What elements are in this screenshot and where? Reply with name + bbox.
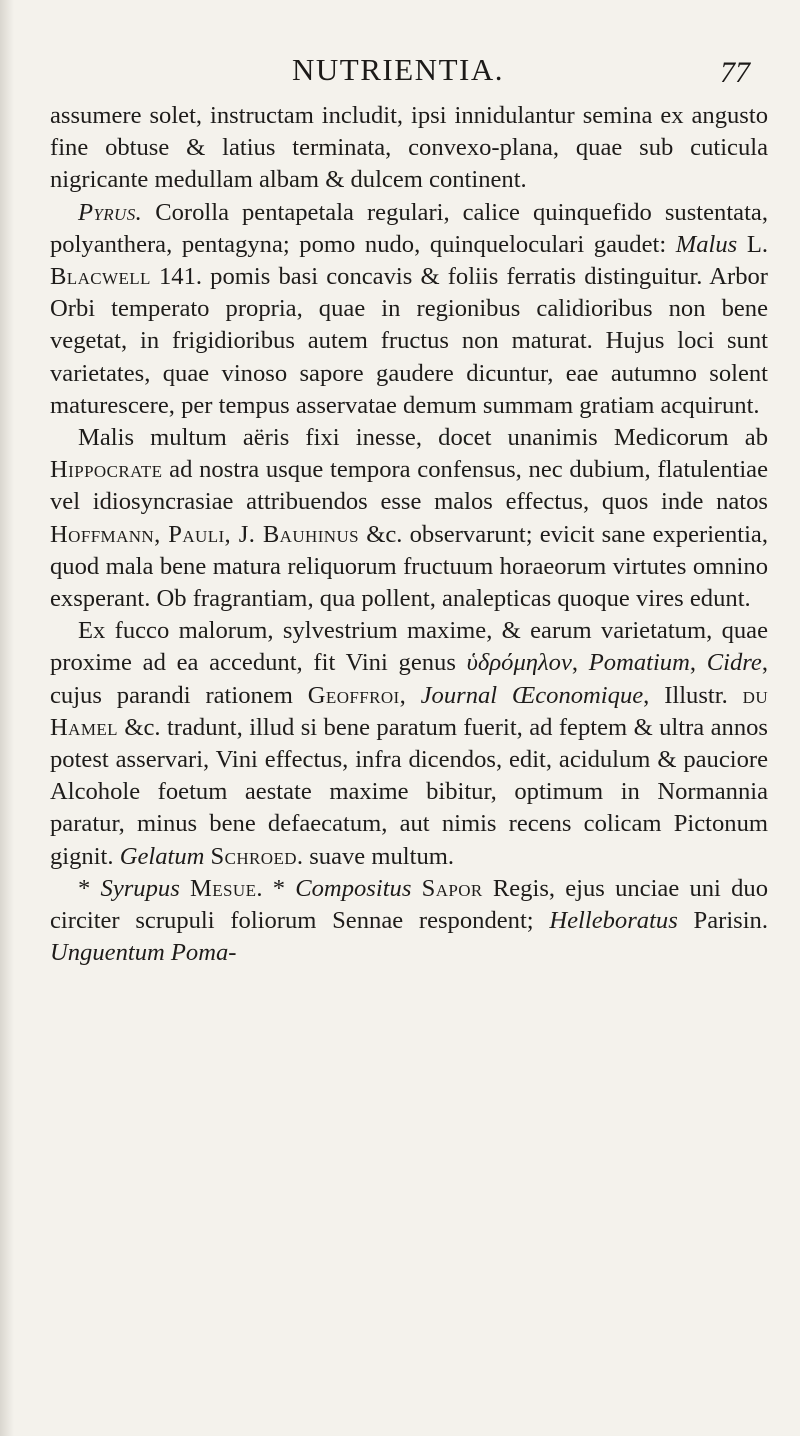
paragraph-2: Pyrus. Corolla pentapetala regulari, calice quinquefido sustentata, polyanthera, pentagyna; pomo nudo, quinqueloculari gaudet: Malus L. Blacwell 141. pomis basi concavis & foliis ferratis distinguitur. Arbor Orbi temperato propria, quae in regionibus calidioribus non bene vegetat, in frigidioribus autem fructus non maturat. Hujus loci sunt varietates, quae vinoso sapore gaudere dicuntur, eae autumno solent maturescere, per tempus asservatae demum summam gratiam acquirunt. [50, 198, 768, 419]
running-title: NUTRIENTIA. [292, 52, 504, 87]
paragraph-3: Malis multum aëris fixi inesse, docet unanimis Medicorum ab Hippocrate ad nostra usque tempora confensus, nec dubium, flatulentiae vel idiosyncrasiae attribuendos esse malos effectus, quos inde natos Hoffmann, Pauli, J. Bauhinus &c. observarunt; evicit sane experientia, quod mala bene matura reliquorum fructuum horaeorum virtutes omnino exsperant. Ob fragrantiam, qua pollent, analepticas quoque vires edunt. [50, 424, 768, 613]
running-head [0, 52, 800, 92]
paragraph-1: assumere solet, instructam includit, ipsi innidulantur semina ex angusto fine obtuse & latius terminata, convexo-plana, quae sub cuticula nigricante medullam albam & dulcem continent. [50, 102, 768, 194]
gutter-shadow [0, 0, 14, 1436]
page-number: 77 [720, 56, 750, 89]
body-text [50, 100, 768, 969]
paragraph-4: Ex fucco malorum, sylvestrium maxime, & earum varietatum, quae proxime ad ea accedunt, fit Vini genus ὑδρόμηλον, Pomatium, Cidre, cujus parandi rationem Geoffroi, Journal Œconomique, Illustr. du Hamel &c. tradunt, illud si bene paratum fuerit, ad feptem & ultra annos potest asservari, Vini effectus, infra dicendos, edit, acidulum & pauciore Alcohole foetum aestate maxime bibitur, optimum in Normannia paratur, minus bene defaecatum, aut nimis recens colicam Pictonum gignit. Gelatum Schroed. suave multum. [50, 617, 768, 870]
paragraph-5: * Syrupus Mesue. * Compositus Sapor Regis, ejus unciae uni duo circiter scrupuli foliorum Sennae respondent; Helleboratus Parisin. Unguentum Poma- [50, 874, 768, 967]
